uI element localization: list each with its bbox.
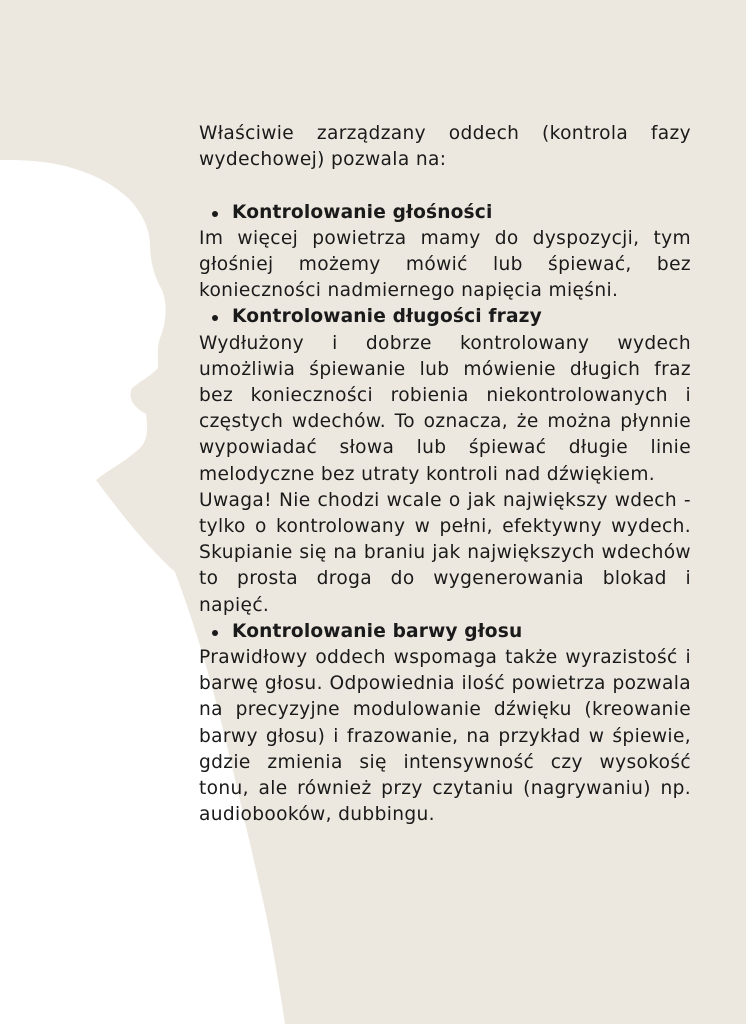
main-text-content (199, 121, 691, 828)
bullet-icon (212, 211, 218, 217)
section-heading-text: Kontrolowanie barwy głosu (232, 620, 523, 642)
section-heading-voice-timbre (199, 619, 691, 645)
section-heading-text: Kontrolowanie głośności (232, 201, 493, 223)
section-heading-phrase-length (199, 304, 691, 330)
section-paragraph-phrase-length: Wydłużony i dobrze kontrolowany wydech umożliwia śpiewanie lub mówienie długich fraz bez konieczności robienia niekontrolowanych i częstych wdechów. To oznacza, że można płynnie wypowiadać słowa lub śpiewać długie linie melodyczne bez utraty kontroli nad dźwiękiem. (199, 332, 691, 485)
bullet-icon (212, 630, 218, 636)
section-heading-text: Kontrolowanie długości frazy (232, 306, 542, 328)
warning-paragraph: Uwaga! Nie chodzi wcale o jak największy wdech - tylko o kontrolowany w pełni, efektywny wydech. Skupianie się na braniu jak największych wdechów to prosta droga do wygenerowania blokad i napięć. (199, 489, 691, 616)
bullet-icon (212, 315, 218, 321)
section-paragraph-voice-timbre: Prawidłowy oddech wspomaga także wyrazistość i barwę głosu. Odpowiednia ilość powietrza pozwala na precyzyjne modulowanie dźwięku (kreowanie barwy głosu) i frazowanie, na przykład w śpiewie, gdzie zmienia się intensywność czy wysokość tonu, ale również przy czytaniu (nagrywaniu) np. audiobooków, dubbingu. (199, 647, 691, 826)
intro-paragraph: Właściwie zarządzany oddech (kontrola fazy wydechowej) pozwala na: (199, 123, 691, 171)
section-heading-volume (199, 200, 691, 226)
section-paragraph-volume: Im więcej powietrza mamy do dyspozycji, tym głośniej możemy mówić lub śpiewać, bez konieczności nadmiernego napięcia mięśni. (199, 227, 691, 302)
